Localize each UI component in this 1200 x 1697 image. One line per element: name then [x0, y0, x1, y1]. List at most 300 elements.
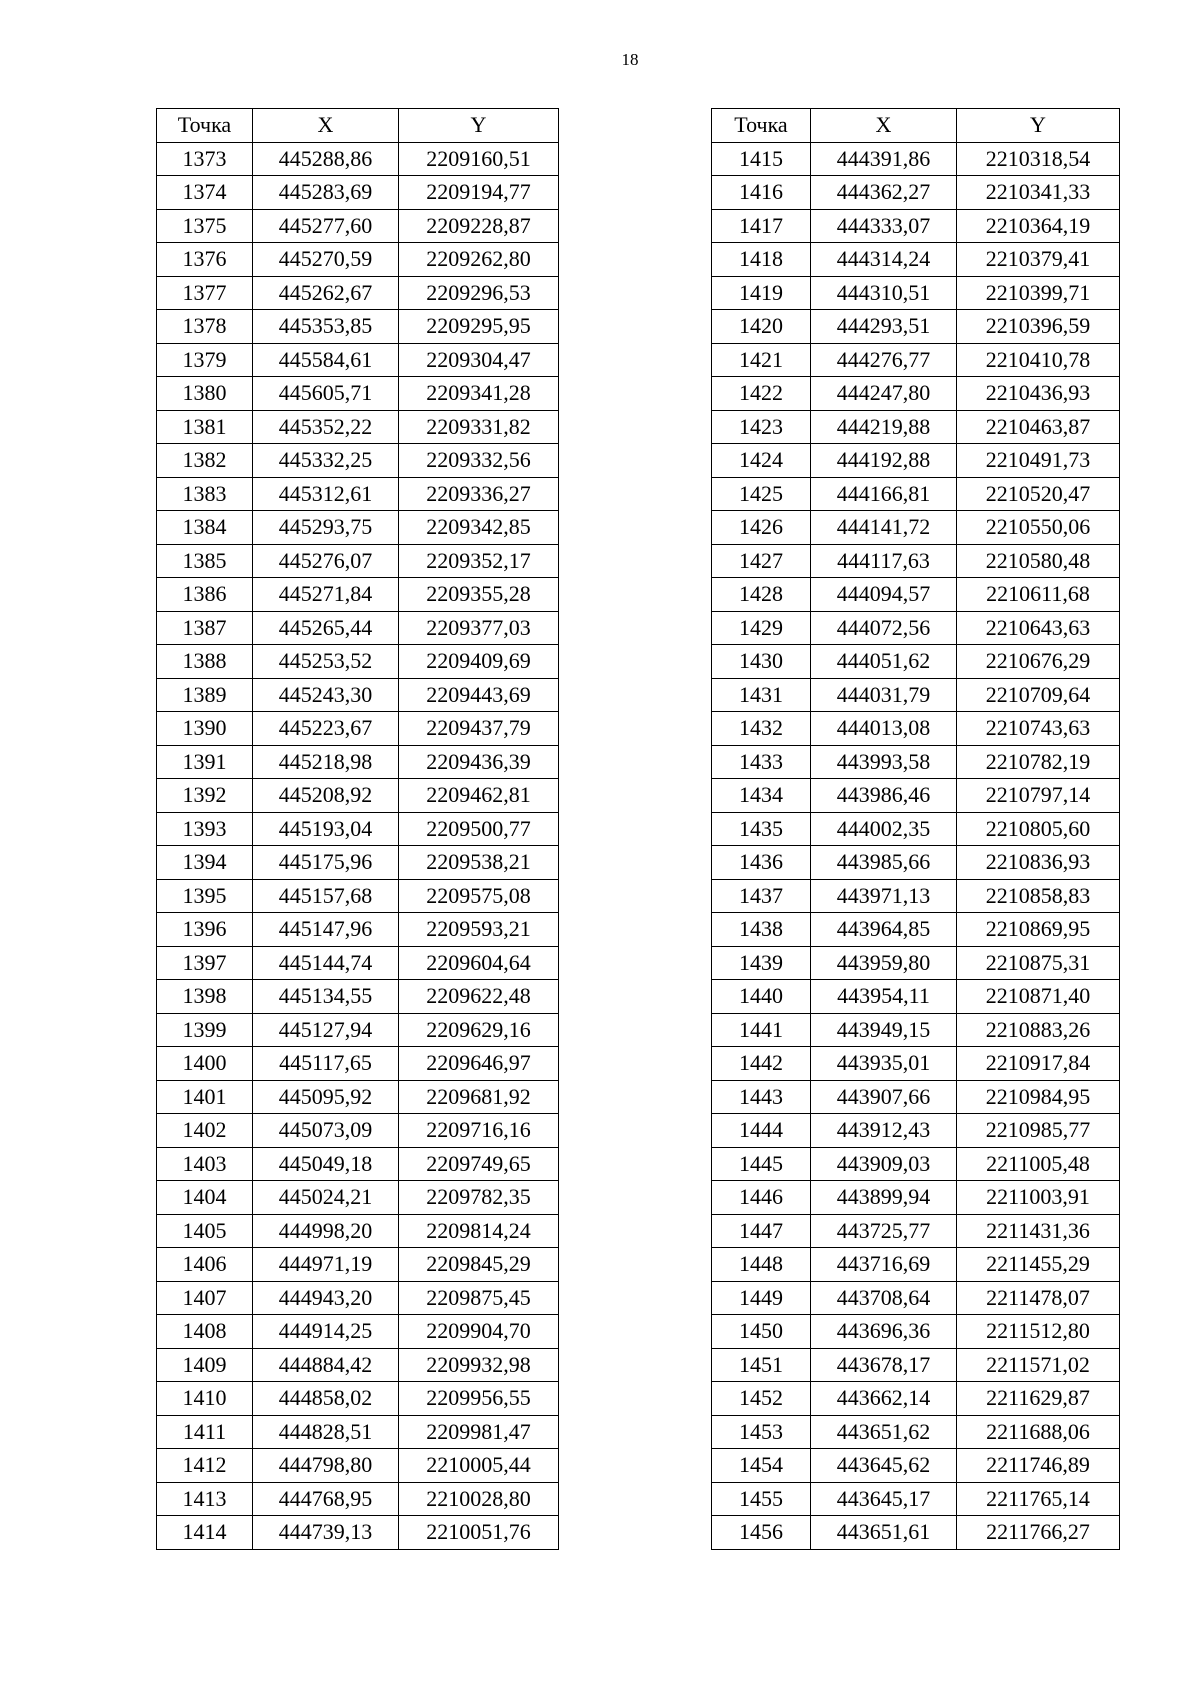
cell-point: 1381: [157, 410, 253, 444]
cell-x: 444002,35: [811, 812, 957, 846]
cell-x: 445262,67: [253, 276, 399, 310]
cell-x: 443716,69: [811, 1248, 957, 1282]
cell-x: 444314,24: [811, 243, 957, 277]
cell-y: 2209436,39: [399, 745, 559, 779]
table-row: [157, 209, 559, 243]
cell-x: 444971,19: [253, 1248, 399, 1282]
cell-point: 1416: [712, 176, 811, 210]
table-row: [157, 1449, 559, 1483]
cell-point: 1431: [712, 678, 811, 712]
cell-point: 1448: [712, 1248, 811, 1282]
cell-point: 1389: [157, 678, 253, 712]
table-row: [157, 343, 559, 377]
cell-point: 1413: [157, 1482, 253, 1516]
cell-y: 2209443,69: [399, 678, 559, 712]
table-row: [712, 276, 1120, 310]
cell-x: 444247,80: [811, 377, 957, 411]
cell-y: 2210520,47: [957, 477, 1120, 511]
table-row: [157, 511, 559, 545]
cell-point: 1449: [712, 1281, 811, 1315]
cell-point: 1387: [157, 611, 253, 645]
cell-point: 1394: [157, 846, 253, 880]
cell-x: 443954,11: [811, 980, 957, 1014]
cell-y: 2209782,35: [399, 1181, 559, 1215]
cell-x: 445271,84: [253, 578, 399, 612]
table-row: [712, 779, 1120, 813]
table-header-row: [712, 109, 1120, 143]
table-row: [712, 1114, 1120, 1148]
column-header-point: Точка: [712, 109, 811, 143]
table-row: [157, 176, 559, 210]
table-row: [712, 578, 1120, 612]
column-header-y: Y: [399, 109, 559, 143]
cell-point: 1438: [712, 913, 811, 947]
cell-x: 443696,36: [811, 1315, 957, 1349]
table-row: [712, 1214, 1120, 1248]
table-row: [157, 946, 559, 980]
table-row: [157, 477, 559, 511]
cell-y: 2210396,59: [957, 310, 1120, 344]
cell-point: 1428: [712, 578, 811, 612]
cell-point: 1400: [157, 1047, 253, 1081]
table-row: [712, 1449, 1120, 1483]
table-row: [712, 745, 1120, 779]
table-row: [712, 1315, 1120, 1349]
cell-y: 2211431,36: [957, 1214, 1120, 1248]
cell-y: 2209352,17: [399, 544, 559, 578]
cell-x: 444798,80: [253, 1449, 399, 1483]
table-row: [157, 1382, 559, 1416]
cell-x: 445157,68: [253, 879, 399, 913]
table-row: [712, 1382, 1120, 1416]
cell-y: 2210643,63: [957, 611, 1120, 645]
cell-point: 1406: [157, 1248, 253, 1282]
cell-y: 2209845,29: [399, 1248, 559, 1282]
cell-y: 2209593,21: [399, 913, 559, 947]
table-row: [712, 1013, 1120, 1047]
cell-y: 2211003,91: [957, 1181, 1120, 1215]
cell-y: 2209646,97: [399, 1047, 559, 1081]
cell-y: 2209462,81: [399, 779, 559, 813]
cell-y: 2211455,29: [957, 1248, 1120, 1282]
cell-x: 443662,14: [811, 1382, 957, 1416]
table-row: [157, 1181, 559, 1215]
cell-y: 2210869,95: [957, 913, 1120, 947]
cell-x: 443959,80: [811, 946, 957, 980]
table-row: [712, 444, 1120, 478]
cell-x: 443986,46: [811, 779, 957, 813]
cell-point: 1455: [712, 1482, 811, 1516]
cell-y: 2210463,87: [957, 410, 1120, 444]
table-row: [157, 1281, 559, 1315]
cell-x: 445352,22: [253, 410, 399, 444]
cell-x: 445095,92: [253, 1080, 399, 1114]
cell-point: 1440: [712, 980, 811, 1014]
table-row: [712, 1281, 1120, 1315]
cell-x: 445144,74: [253, 946, 399, 980]
cell-x: 444391,86: [811, 142, 957, 176]
cell-y: 2210797,14: [957, 779, 1120, 813]
cell-point: 1441: [712, 1013, 811, 1047]
table-row: [157, 980, 559, 1014]
table-row: [712, 377, 1120, 411]
table-row: [157, 745, 559, 779]
cell-point: 1429: [712, 611, 811, 645]
table-row: [157, 444, 559, 478]
cell-point: 1452: [712, 1382, 811, 1416]
cell-y: 2211688,06: [957, 1415, 1120, 1449]
cell-point: 1426: [712, 511, 811, 545]
cell-y: 2210836,93: [957, 846, 1120, 880]
cell-x: 443935,01: [811, 1047, 957, 1081]
cell-point: 1375: [157, 209, 253, 243]
table-row: [712, 243, 1120, 277]
cell-y: 2209749,65: [399, 1147, 559, 1181]
cell-point: 1444: [712, 1114, 811, 1148]
cell-y: 2211629,87: [957, 1382, 1120, 1416]
cell-point: 1456: [712, 1516, 811, 1550]
cell-point: 1442: [712, 1047, 811, 1081]
cell-point: 1399: [157, 1013, 253, 1047]
cell-y: 2209160,51: [399, 142, 559, 176]
cell-y: 2209681,92: [399, 1080, 559, 1114]
cell-point: 1392: [157, 779, 253, 813]
cell-point: 1430: [712, 645, 811, 679]
cell-y: 2210709,64: [957, 678, 1120, 712]
cell-point: 1445: [712, 1147, 811, 1181]
cell-point: 1432: [712, 712, 811, 746]
cell-x: 444828,51: [253, 1415, 399, 1449]
table-row: [712, 879, 1120, 913]
table-body-right: [712, 142, 1120, 1549]
table-row: [712, 1248, 1120, 1282]
table-row: [712, 343, 1120, 377]
cell-x: 444219,88: [811, 410, 957, 444]
table-row: [157, 142, 559, 176]
cell-y: 2210871,40: [957, 980, 1120, 1014]
cell-point: 1418: [712, 243, 811, 277]
cell-x: 445175,96: [253, 846, 399, 880]
table-row: [157, 1080, 559, 1114]
table-row: [712, 980, 1120, 1014]
cell-point: 1453: [712, 1415, 811, 1449]
cell-x: 445218,98: [253, 745, 399, 779]
table-row: [712, 645, 1120, 679]
cell-point: 1417: [712, 209, 811, 243]
cell-x: 443949,15: [811, 1013, 957, 1047]
cell-point: 1414: [157, 1516, 253, 1550]
cell-point: 1386: [157, 578, 253, 612]
cell-point: 1398: [157, 980, 253, 1014]
table-row: [157, 913, 559, 947]
table-row: [157, 276, 559, 310]
cell-x: 444031,79: [811, 678, 957, 712]
cell-x: 445073,09: [253, 1114, 399, 1148]
cell-y: 2210379,41: [957, 243, 1120, 277]
cell-y: 2211571,02: [957, 1348, 1120, 1382]
cell-point: 1390: [157, 712, 253, 746]
cell-x: 445134,55: [253, 980, 399, 1014]
cell-x: 443725,77: [811, 1214, 957, 1248]
cell-x: 445193,04: [253, 812, 399, 846]
cell-point: 1407: [157, 1281, 253, 1315]
cell-point: 1454: [712, 1449, 811, 1483]
cell-y: 2211765,14: [957, 1482, 1120, 1516]
cell-point: 1388: [157, 645, 253, 679]
cell-x: 443645,17: [811, 1482, 957, 1516]
cell-y: 2209228,87: [399, 209, 559, 243]
cell-x: 443899,94: [811, 1181, 957, 1215]
cell-point: 1425: [712, 477, 811, 511]
cell-x: 443964,85: [811, 913, 957, 947]
table-row: [157, 410, 559, 444]
table-row: [157, 1516, 559, 1550]
cell-y: 2210410,78: [957, 343, 1120, 377]
cell-y: 2211746,89: [957, 1449, 1120, 1483]
cell-x: 444858,02: [253, 1382, 399, 1416]
cell-point: 1403: [157, 1147, 253, 1181]
cell-point: 1451: [712, 1348, 811, 1382]
cell-y: 2211478,07: [957, 1281, 1120, 1315]
cell-y: 2210984,95: [957, 1080, 1120, 1114]
cell-point: 1380: [157, 377, 253, 411]
cell-y: 2210805,60: [957, 812, 1120, 846]
cell-y: 2209437,79: [399, 712, 559, 746]
cell-y: 2209500,77: [399, 812, 559, 846]
cell-y: 2209295,95: [399, 310, 559, 344]
table-row: [157, 1415, 559, 1449]
cell-x: 445223,67: [253, 712, 399, 746]
table-row: [157, 1013, 559, 1047]
cell-y: 2209332,56: [399, 444, 559, 478]
cell-point: 1427: [712, 544, 811, 578]
cell-y: 2209262,80: [399, 243, 559, 277]
cell-point: 1378: [157, 310, 253, 344]
cell-x: 445270,59: [253, 243, 399, 277]
column-header-x: X: [811, 109, 957, 143]
cell-y: 2209336,27: [399, 477, 559, 511]
cell-x: 443993,58: [811, 745, 957, 779]
cell-point: 1411: [157, 1415, 253, 1449]
cell-point: 1383: [157, 477, 253, 511]
cell-y: 2210917,84: [957, 1047, 1120, 1081]
table-row: [712, 1348, 1120, 1382]
cell-y: 2210399,71: [957, 276, 1120, 310]
table-row: [712, 1147, 1120, 1181]
cell-x: 445293,75: [253, 511, 399, 545]
cell-point: 1373: [157, 142, 253, 176]
table-row: [157, 1147, 559, 1181]
cell-y: 2209716,16: [399, 1114, 559, 1148]
table-row: [712, 1415, 1120, 1449]
cell-x: 444276,77: [811, 343, 957, 377]
cell-x: 445253,52: [253, 645, 399, 679]
cell-x: 445049,18: [253, 1147, 399, 1181]
table-row: [712, 812, 1120, 846]
cell-y: 2209342,85: [399, 511, 559, 545]
cell-x: 444998,20: [253, 1214, 399, 1248]
cell-point: 1434: [712, 779, 811, 813]
cell-y: 2209875,45: [399, 1281, 559, 1315]
cell-point: 1433: [712, 745, 811, 779]
table-row: [712, 946, 1120, 980]
cell-y: 2210550,06: [957, 511, 1120, 545]
cell-point: 1421: [712, 343, 811, 377]
cell-point: 1374: [157, 176, 253, 210]
cell-point: 1393: [157, 812, 253, 846]
table-row: [712, 846, 1120, 880]
cell-y: 2210341,33: [957, 176, 1120, 210]
table-row: [712, 544, 1120, 578]
cell-x: 443678,17: [811, 1348, 957, 1382]
cell-point: 1420: [712, 310, 811, 344]
cell-x: 443651,61: [811, 1516, 957, 1550]
table-row: [712, 712, 1120, 746]
column-header-y: Y: [957, 109, 1120, 143]
cell-point: 1397: [157, 946, 253, 980]
table-row: [157, 377, 559, 411]
cell-point: 1404: [157, 1181, 253, 1215]
cell-x: 444166,81: [811, 477, 957, 511]
cell-y: 2209377,03: [399, 611, 559, 645]
cell-x: 443909,03: [811, 1147, 957, 1181]
cell-y: 2209622,48: [399, 980, 559, 1014]
cell-y: 2209341,28: [399, 377, 559, 411]
cell-x: 444013,08: [811, 712, 957, 746]
table-row: [157, 1248, 559, 1282]
cell-x: 444293,51: [811, 310, 957, 344]
table-row: [712, 511, 1120, 545]
cell-y: 2210051,76: [399, 1516, 559, 1550]
cell-point: 1436: [712, 846, 811, 880]
cell-x: 443907,66: [811, 1080, 957, 1114]
cell-x: 444051,62: [811, 645, 957, 679]
cell-x: 445584,61: [253, 343, 399, 377]
cell-y: 2210782,19: [957, 745, 1120, 779]
cell-x: 443912,43: [811, 1114, 957, 1148]
cell-y: 2209194,77: [399, 176, 559, 210]
cell-point: 1384: [157, 511, 253, 545]
cell-point: 1447: [712, 1214, 811, 1248]
table-row: [712, 611, 1120, 645]
cell-point: 1446: [712, 1181, 811, 1215]
cell-x: 445243,30: [253, 678, 399, 712]
cell-y: 2210491,73: [957, 444, 1120, 478]
table-row: [157, 310, 559, 344]
table-row: [712, 410, 1120, 444]
cell-y: 2209538,21: [399, 846, 559, 880]
cell-point: 1443: [712, 1080, 811, 1114]
cell-y: 2210676,29: [957, 645, 1120, 679]
cell-y: 2210580,48: [957, 544, 1120, 578]
cell-y: 2210883,26: [957, 1013, 1120, 1047]
cell-point: 1450: [712, 1315, 811, 1349]
cell-point: 1423: [712, 410, 811, 444]
table-row: [157, 243, 559, 277]
coordinates-table-left: [156, 108, 559, 1550]
cell-point: 1419: [712, 276, 811, 310]
cell-x: 445288,86: [253, 142, 399, 176]
cell-point: 1412: [157, 1449, 253, 1483]
cell-x: 445277,60: [253, 209, 399, 243]
table-row: [157, 645, 559, 679]
cell-y: 2209981,47: [399, 1415, 559, 1449]
cell-x: 445332,25: [253, 444, 399, 478]
cell-point: 1408: [157, 1315, 253, 1349]
cell-point: 1410: [157, 1382, 253, 1416]
table-row: [712, 176, 1120, 210]
cell-y: 2209932,98: [399, 1348, 559, 1382]
cell-x: 445127,94: [253, 1013, 399, 1047]
cell-point: 1422: [712, 377, 811, 411]
cell-point: 1395: [157, 879, 253, 913]
table-row: [157, 812, 559, 846]
table-row: [157, 712, 559, 746]
cell-point: 1379: [157, 343, 253, 377]
cell-y: 2209355,28: [399, 578, 559, 612]
cell-x: 444141,72: [811, 511, 957, 545]
cell-x: 443985,66: [811, 846, 957, 880]
cell-y: 2210318,54: [957, 142, 1120, 176]
cell-x: 444914,25: [253, 1315, 399, 1349]
cell-x: 444072,56: [811, 611, 957, 645]
cell-point: 1391: [157, 745, 253, 779]
table-row: [157, 1482, 559, 1516]
cell-y: 2209956,55: [399, 1382, 559, 1416]
cell-y: 2209575,08: [399, 879, 559, 913]
cell-y: 2209409,69: [399, 645, 559, 679]
table-header-row: [157, 109, 559, 143]
cell-x: 445208,92: [253, 779, 399, 813]
cell-y: 2210005,44: [399, 1449, 559, 1483]
cell-point: 1424: [712, 444, 811, 478]
cell-x: 445276,07: [253, 544, 399, 578]
cell-point: 1401: [157, 1080, 253, 1114]
cell-point: 1409: [157, 1348, 253, 1382]
table-row: [157, 1348, 559, 1382]
cell-y: 2211512,80: [957, 1315, 1120, 1349]
cell-point: 1439: [712, 946, 811, 980]
coordinates-table-right: [711, 108, 1120, 1550]
cell-x: 445312,61: [253, 477, 399, 511]
cell-y: 2210436,93: [957, 377, 1120, 411]
cell-point: 1405: [157, 1214, 253, 1248]
cell-y: 2210364,19: [957, 209, 1120, 243]
cell-point: 1415: [712, 142, 811, 176]
table-row: [712, 913, 1120, 947]
table-row: [712, 1080, 1120, 1114]
table-row: [157, 1315, 559, 1349]
cell-y: 2209331,82: [399, 410, 559, 444]
cell-x: 444310,51: [811, 276, 957, 310]
cell-y: 2210985,77: [957, 1114, 1120, 1148]
cell-x: 444333,07: [811, 209, 957, 243]
cell-x: 444362,27: [811, 176, 957, 210]
cell-x: 445024,21: [253, 1181, 399, 1215]
cell-x: 444768,95: [253, 1482, 399, 1516]
cell-y: 2211766,27: [957, 1516, 1120, 1550]
cell-x: 444739,13: [253, 1516, 399, 1550]
page-number: 18: [621, 50, 639, 69]
cell-point: 1377: [157, 276, 253, 310]
cell-x: 445117,65: [253, 1047, 399, 1081]
cell-x: 443645,62: [811, 1449, 957, 1483]
table-row: [157, 1214, 559, 1248]
table-row: [712, 678, 1120, 712]
cell-x: 444943,20: [253, 1281, 399, 1315]
cell-x: 445605,71: [253, 377, 399, 411]
table-row: [712, 1047, 1120, 1081]
